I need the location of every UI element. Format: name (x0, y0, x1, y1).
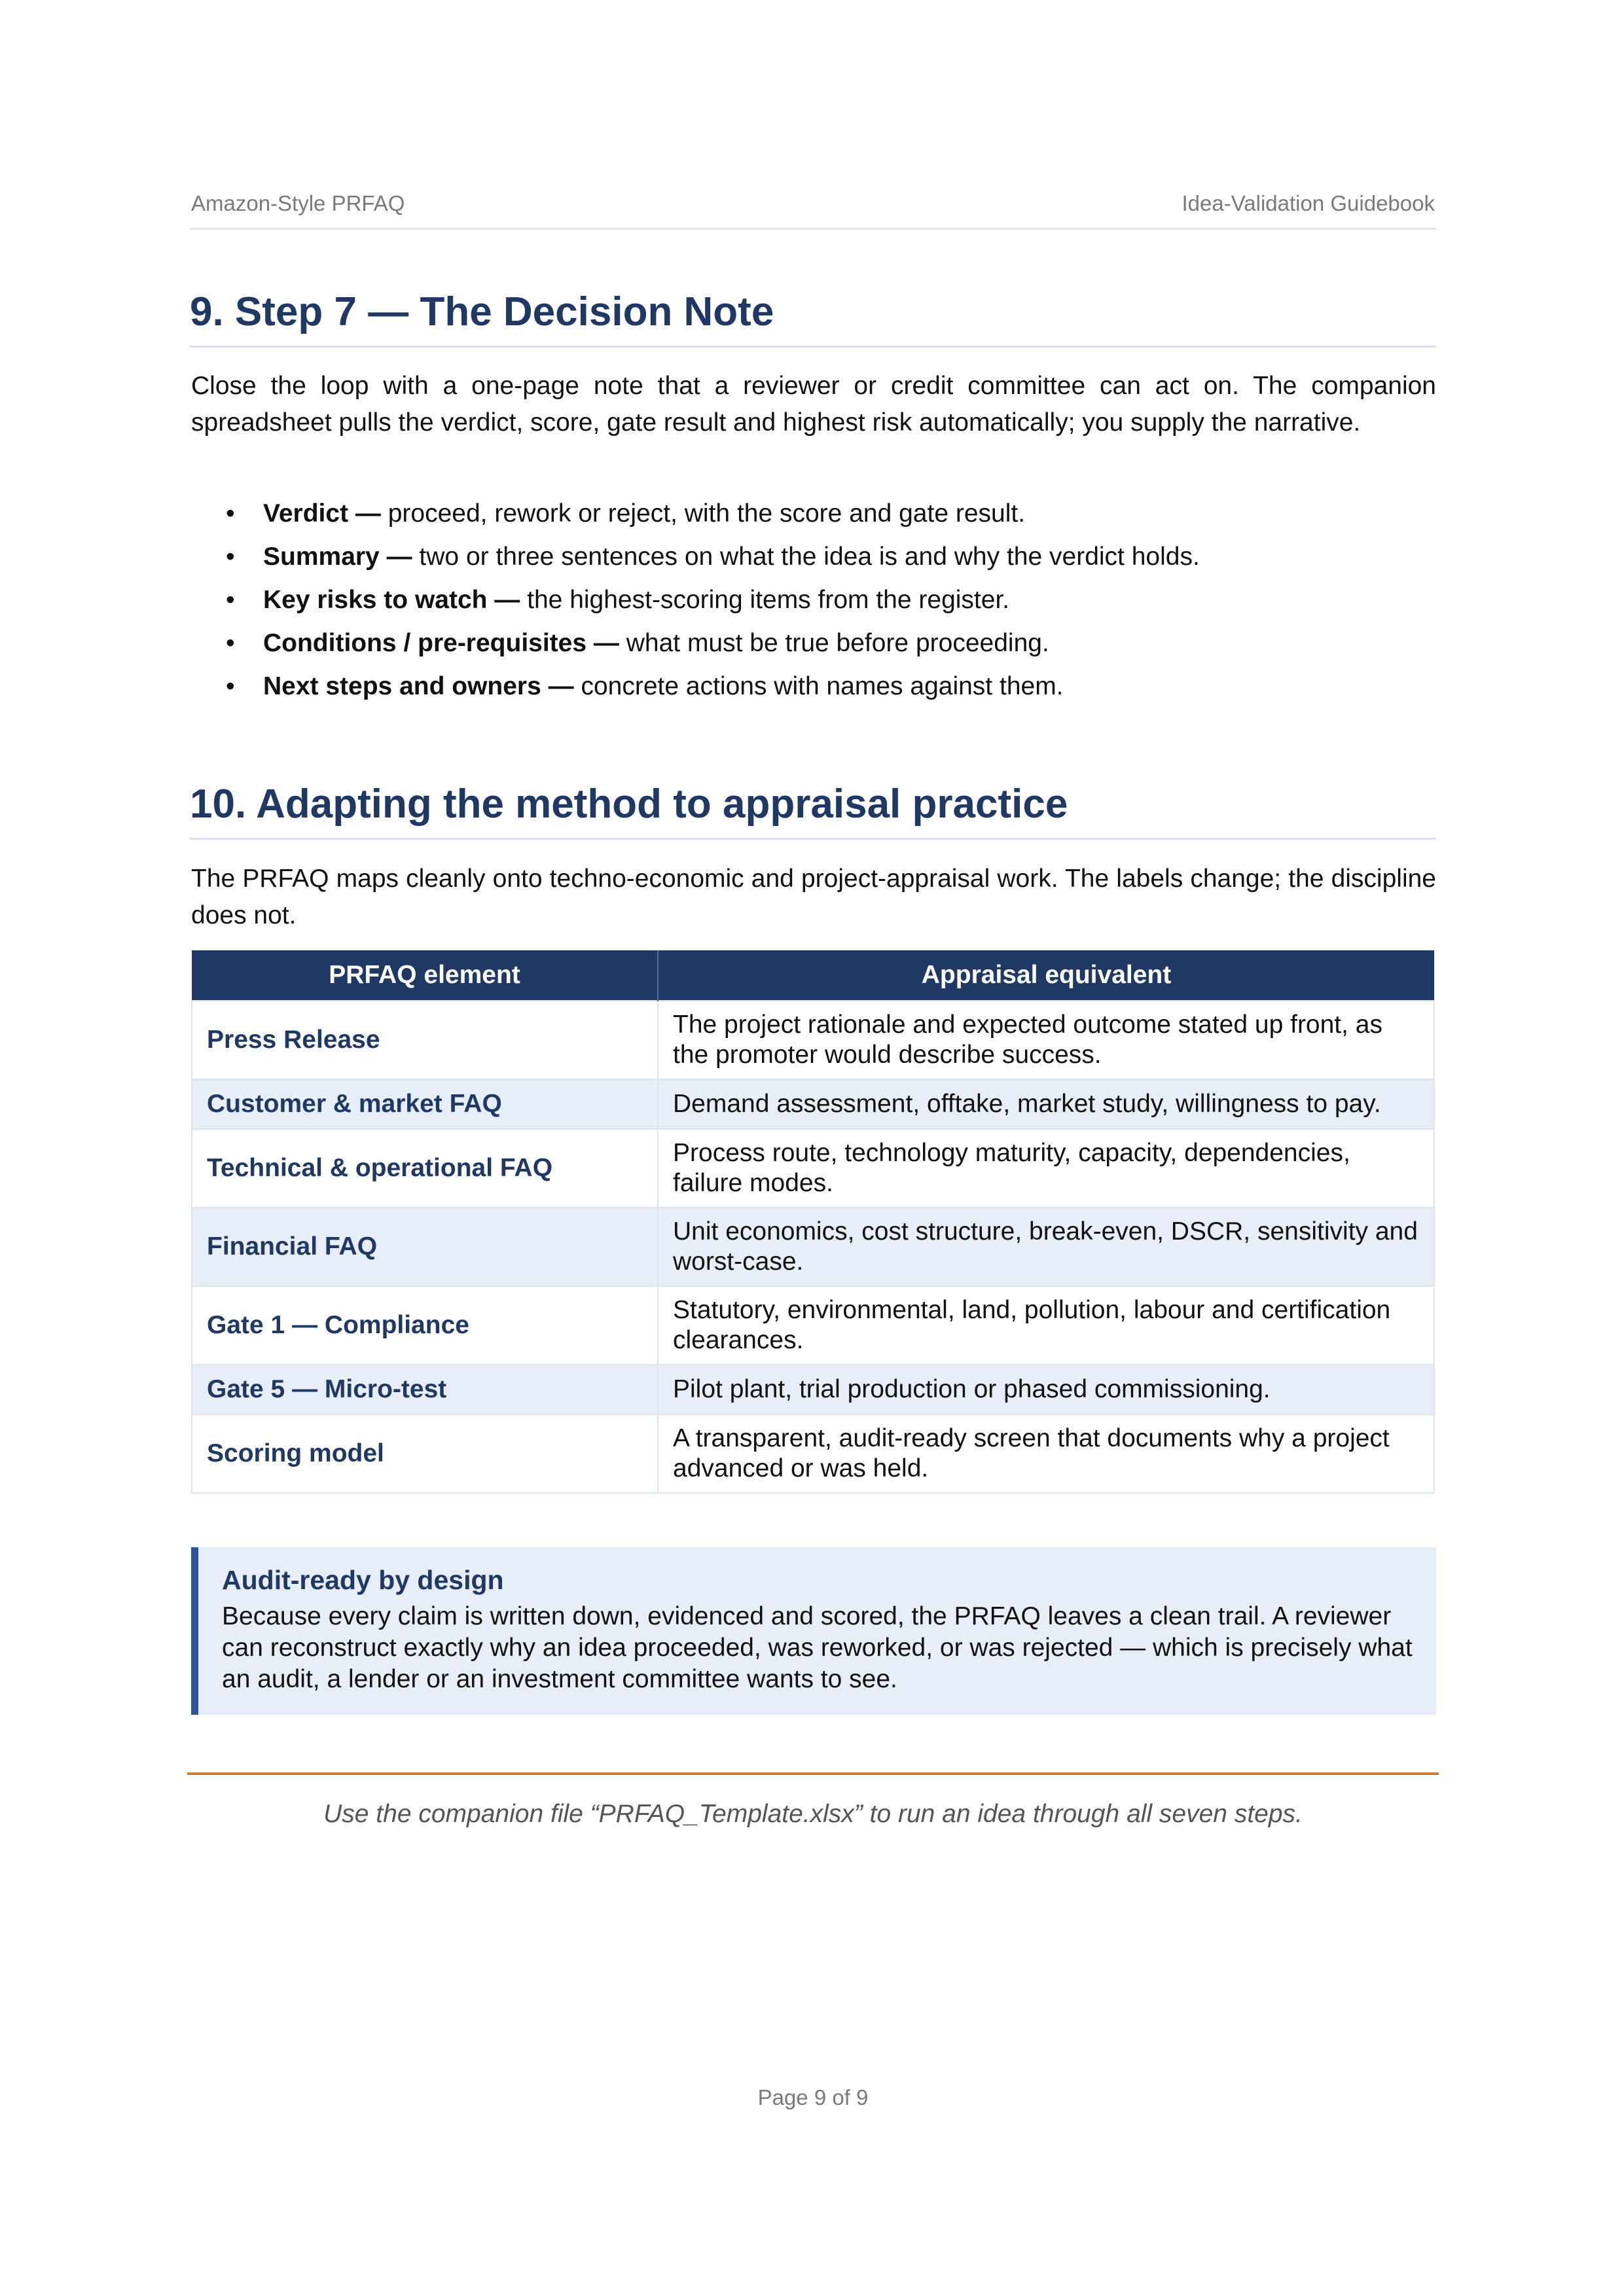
list-item (190, 665, 1436, 708)
appraisal-mapping-table (191, 950, 1435, 1494)
column-header-equivalent: Appraisal equivalent (658, 950, 1434, 1001)
section-10-heading: 10. Adapting the method to appraisal practice (190, 780, 1436, 840)
table-cell-element: Technical & operational FAQ (192, 1129, 658, 1208)
header-guide-title: Idea-Validation Guidebook (1182, 191, 1435, 215)
header-doc-title: Amazon-Style PRFAQ (191, 191, 405, 215)
table-cell-element: Gate 1 — Compliance (192, 1286, 658, 1365)
callout-body: Because every claim is written down, evidenced and scored, the PRFAQ leaves a clean trail. A reviewer can reconstruct exactly why an idea proceeded, was reworked, or was rejected — which is precisely what an audit, a lender or an investment committee wants to see. (222, 1602, 1413, 1693)
table-cell-equivalent: Statutory, environmental, land, pollution, labour and certification clearances. (658, 1286, 1434, 1365)
table-row (192, 1129, 1434, 1208)
bullet-icon: • (226, 543, 235, 571)
list-item-term: Key risks to watch — (263, 586, 520, 614)
table-cell-element: Gate 5 — Micro-test (192, 1365, 658, 1414)
list-item-text: proceed, rework or reject, with the score and gate result. (380, 499, 1026, 528)
companion-file-note: Use the companion file “PRFAQ_Template.xlsx” to run an idea through all seven steps. (323, 1800, 1303, 1828)
table-row (192, 1208, 1434, 1286)
audit-ready-callout (191, 1547, 1436, 1715)
bullet-icon: • (226, 629, 235, 657)
list-item-text: concrete actions with names against them. (573, 672, 1064, 700)
table-cell-equivalent: A transparent, audit-ready screen that documents why a project advanced or was held. (658, 1414, 1434, 1493)
list-item (190, 622, 1436, 665)
table-row (192, 1286, 1434, 1365)
list-item-term: Verdict — (263, 499, 381, 528)
table-cell-equivalent: Demand assessment, offtake, market study, willingness to pay. (658, 1079, 1434, 1129)
table-row (192, 1414, 1434, 1493)
list-item-text: two or three sentences on what the idea is and why the verdict holds. (412, 543, 1200, 571)
list-item-term: Conditions / pre-requisites — (263, 629, 619, 657)
document-page (190, 0, 1436, 2296)
list-item (190, 492, 1436, 535)
running-header (190, 190, 1436, 230)
table-cell-element: Scoring model (192, 1414, 658, 1493)
table-cell-element: Financial FAQ (192, 1208, 658, 1286)
list-item (190, 579, 1436, 622)
table-cell-element: Press Release (192, 1001, 658, 1079)
table-cell-element: Customer & market FAQ (192, 1079, 658, 1129)
table-cell-equivalent: Unit economics, cost structure, break-even, DSCR, sensitivity and worst-case. (658, 1208, 1434, 1286)
bullet-icon: • (226, 499, 235, 528)
bullet-icon: • (226, 586, 235, 614)
callout-title: Audit-ready by design (222, 1565, 504, 1595)
table-cell-equivalent: Process route, technology maturity, capacity, dependencies, failure modes. (658, 1129, 1434, 1208)
table-cell-equivalent: The project rationale and expected outcome stated up front, as the promoter would describe success. (658, 1001, 1434, 1079)
decision-note-list (190, 492, 1436, 708)
table-header-row (192, 950, 1434, 1001)
list-item-term: Summary — (263, 543, 412, 571)
table-row (192, 1079, 1434, 1129)
list-item (190, 535, 1436, 579)
section-10-intro: The PRFAQ maps cleanly onto techno-economic and project-appraisal work. The labels change; the discipline does not. (191, 865, 1436, 929)
bullet-icon: • (226, 672, 235, 700)
section-9-heading: 9. Step 7 — The Decision Note (190, 288, 1436, 348)
column-header-element: PRFAQ element (192, 950, 658, 1001)
list-item-text: what must be true before proceeding. (619, 629, 1049, 657)
list-item-text: the highest-scoring items from the register. (520, 586, 1010, 614)
table-row (192, 1001, 1434, 1079)
list-item-term: Next steps and owners — (263, 672, 574, 700)
footer-divider (187, 1772, 1439, 1775)
section-9-intro: Close the loop with a one-page note that a reviewer or credit committee can act on. The companion spreadsheet pulls the verdict, score, gate result and highest risk automatically; you supply the narrative. (191, 372, 1436, 437)
page-number: Page 9 of 9 (757, 2085, 869, 2109)
table-row (192, 1365, 1434, 1414)
table-cell-equivalent: Pilot plant, trial production or phased commissioning. (658, 1365, 1434, 1414)
